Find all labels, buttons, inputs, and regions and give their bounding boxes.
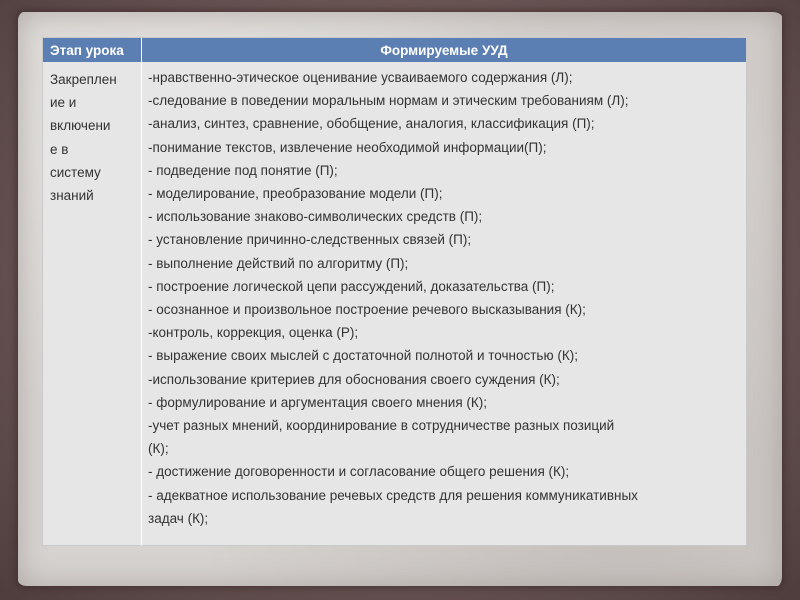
uud-item: задач (К);	[148, 510, 209, 526]
uud-cell	[142, 62, 746, 546]
stage-line: систему	[50, 164, 101, 180]
uud-item: -анализ, синтез, сравнение, обобщение, аналогия, классификация (П);	[148, 116, 595, 132]
uud-item: -использование критериев для обоснования своего суждения (К);	[148, 371, 560, 387]
uud-item: -понимание текстов, извлечение необходимой информации(П);	[148, 139, 547, 155]
uud-item: - использование знаково-символических средств (П);	[148, 209, 483, 225]
uud-item: - установление причинно-следственных связей (П);	[148, 232, 472, 248]
table-header	[43, 38, 746, 62]
uud-item: - выполнение действий по алгоритму (П);	[148, 255, 409, 271]
uud-item: (К);	[148, 441, 169, 457]
uud-table	[42, 37, 747, 546]
table-row	[43, 62, 746, 546]
uud-item: -следование в поведении моральным нормам и этическим требованиям (Л);	[148, 93, 629, 109]
stage-line: включени	[50, 118, 111, 134]
stage-line: Закреплен	[50, 72, 117, 87]
header-uud: Формируемые УУД	[380, 42, 508, 58]
stage-line: ие и	[50, 95, 77, 111]
uud-item: - подведение под понятие (П);	[148, 162, 338, 178]
uud-item: - формулирование и аргументация своего мнения (К);	[148, 394, 488, 410]
stage-line: е в	[50, 141, 69, 157]
uud-item: -учет разных мнений, координирование в сотрудничестве разных позиций	[148, 418, 615, 434]
uud-item: -контроль, коррекция, оценка (Р);	[148, 325, 359, 341]
uud-item: - построение логической цепи рассуждений, доказательства (П);	[148, 278, 555, 294]
uud-item: - достижение договоренности и согласование общего решения (К);	[148, 464, 570, 480]
header-stage: Этап урока	[43, 38, 142, 62]
uud-item: - моделирование, преобразование модели (П);	[148, 186, 443, 202]
stage-cell	[43, 62, 142, 546]
uud-item: - адекватное использование речевых средств для решения коммуникативных	[148, 487, 638, 503]
uud-item: - осознанное и произвольное построение речевого высказывания (К);	[148, 302, 586, 318]
uud-item: -нравственно-этическое оценивание усваиваемого содержания (Л);	[148, 70, 573, 85]
uud-item: - выражение своих мыслей с достаточной полнотой и точностью (К);	[148, 348, 578, 364]
stage-line: знаний	[50, 188, 94, 204]
